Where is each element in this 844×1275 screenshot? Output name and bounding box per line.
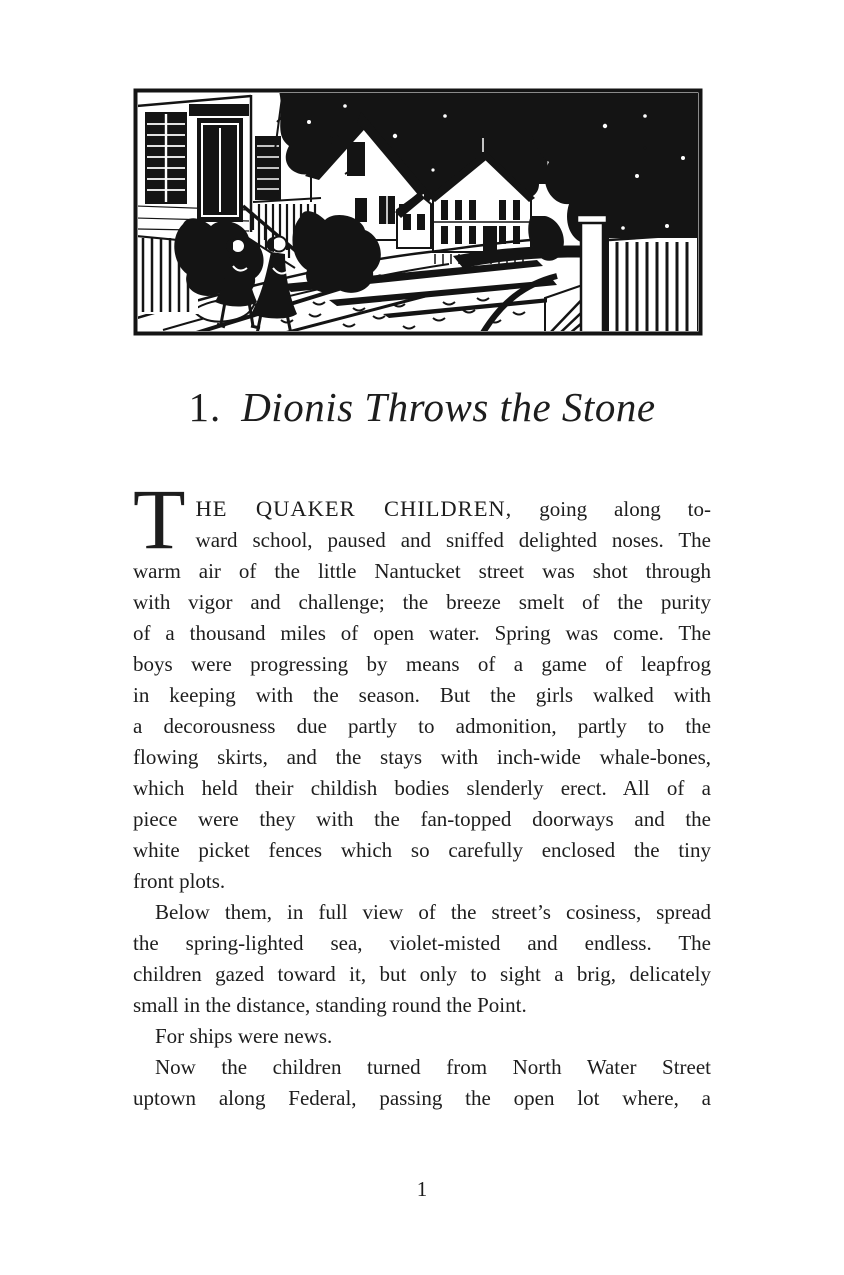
chapter-number: 1. xyxy=(188,384,222,430)
paragraph xyxy=(133,1052,711,1114)
paragraph xyxy=(133,1021,711,1052)
text-line: in keeping with the season. But the girls walked with xyxy=(133,683,711,707)
body-text xyxy=(133,471,711,1114)
text-column xyxy=(133,0,711,1204)
paragraph xyxy=(133,471,711,897)
drop-cap: T xyxy=(133,471,186,567)
chapter-title: Dionis Throws the Stone xyxy=(241,384,656,430)
text-line: a decorousness due partly to admonition, partly to the xyxy=(133,714,711,738)
lead-caps: HE QUAKER CHILDREN, xyxy=(195,496,513,521)
text-line: Now the children turned from North Water Street xyxy=(155,1055,711,1079)
text-line: front plots. xyxy=(133,869,226,893)
text-line: which held their childish bodies slenderly erect. All of a xyxy=(133,776,711,800)
text-line: warm air of the little Nantucket street was shot through xyxy=(133,559,711,583)
paragraph xyxy=(133,897,711,1021)
chapter-illustration xyxy=(133,88,703,336)
text-line: the spring-lighted sea, violet-misted and endless. The xyxy=(133,931,711,955)
text-line: HE QUAKER CHILDREN, going along to- xyxy=(195,496,711,521)
text-line: of a thousand miles of open water. Spring was come. The xyxy=(133,621,711,645)
chapter-heading xyxy=(133,381,711,433)
text-line: small in the distance, standing round the Point. xyxy=(133,993,527,1017)
text-line: children gazed toward it, but only to sight a brig, delicately xyxy=(133,962,711,986)
text-line: ward school, paused and sniffed delighted noses. The xyxy=(195,528,711,552)
text-line: boys were progressing by means of a game of leapfrog xyxy=(133,652,711,676)
text-line: Below them, in full view of the street’s cosiness, spread xyxy=(155,900,711,924)
text-line: For ships were news. xyxy=(155,1024,333,1048)
street-scene-illustration xyxy=(133,88,703,336)
text-line: piece were they with the fan-topped doorways and the xyxy=(133,807,711,831)
text-line: uptown along Federal, passing the open lot where, a xyxy=(133,1086,711,1110)
text-line: flowing skirts, and the stays with inch-wide whale-bones, xyxy=(133,745,711,769)
text-line: with vigor and challenge; the breeze smelt of the purity xyxy=(133,590,711,614)
text-line: white picket fences which so carefully enclosed the tiny xyxy=(133,838,711,862)
page-number: 1 xyxy=(416,1177,428,1201)
